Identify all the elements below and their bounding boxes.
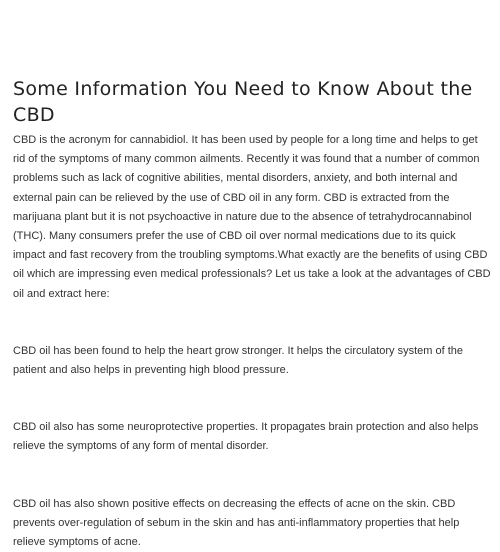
neuroprotection-paragraph: CBD oil also has some neuroprotective properties. It propagates brain protection and also helps relieve the symptoms of any form of mental disorder. (13, 421, 479, 453)
article-body (13, 131, 491, 552)
article-title: Some Information You Need to Know About the CBD (13, 78, 473, 126)
intro-paragraph: CBD is the acronym for cannabidiol. It has been used by people for a long time and helps to get rid of the symptoms of many common ailments. Recently it was found that a number of common problems such as lack of cognitive abilities, mental disorders, anxiety, and both internal and external pain can be relieved by the use of CBD oil in any form. CBD is extracted from the marijuana plant but it is not psychoactive in nature due to the absence of tetrahydrocannabinol (THC). Many consumers prefer the use of CBD oil over normal medications due to its quick impact and fast recovery from the troubling symptoms.What exactly are the benefits of using CBD oil which are impressing even medical professionals? Let us take a look at the advantages of CBD oil and extract here: (13, 134, 491, 300)
acne-paragraph: CBD oil has also shown positive effects on decreasing the effects of acne on the skin. CBD prevents over-regulation of sebum in the skin and has anti-inflammatory properties that help relieve symptoms of acne. (13, 497, 460, 549)
heart-health-paragraph: CBD oil has been found to help the heart grow stronger. It helps the circulatory system of the patient and also helps in preventing high blood pressure. (13, 344, 464, 377)
